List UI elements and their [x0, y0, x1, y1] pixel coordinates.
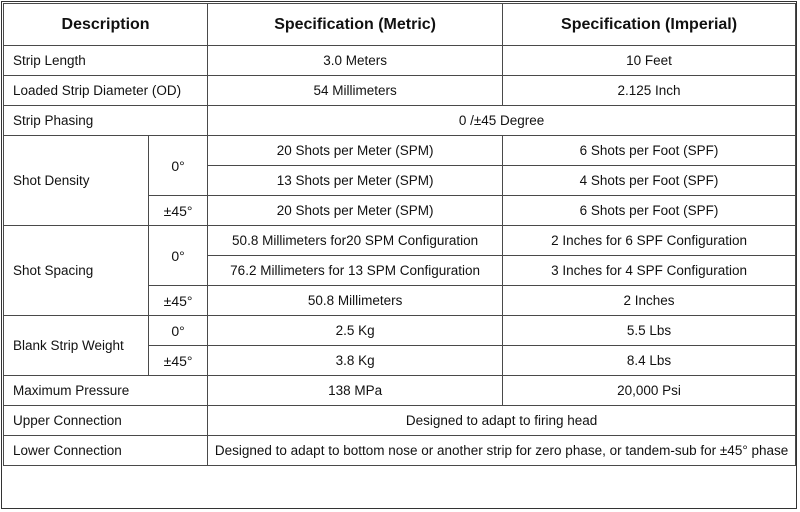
table-frame — [1, 1, 797, 509]
header-row — [4, 4, 796, 46]
metric-cell: 3.0 Meters — [208, 46, 503, 76]
phase-cell: ±45° — [149, 196, 208, 226]
metric-cell: 20 Shots per Meter (SPM) — [208, 136, 503, 166]
table-row — [4, 316, 796, 346]
table-row — [4, 106, 796, 136]
imperial-cell: 2 Inches — [503, 286, 796, 316]
table-row — [4, 406, 796, 436]
merged-value-cell: 0 /±45 Degree — [208, 106, 796, 136]
row-label: Loaded Strip Diameter (OD) — [4, 76, 208, 106]
header-metric: Specification (Metric) — [208, 4, 503, 46]
metric-cell: 2.5 Kg — [208, 316, 503, 346]
table-row — [4, 76, 796, 106]
imperial-cell: 10 Feet — [503, 46, 796, 76]
row-label: Upper Connection — [4, 406, 208, 436]
imperial-cell: 3 Inches for 4 SPF Configuration — [503, 256, 796, 286]
imperial-cell: 4 Shots per Foot (SPF) — [503, 166, 796, 196]
row-label: Strip Length — [4, 46, 208, 76]
metric-cell: 50.8 Millimeters — [208, 286, 503, 316]
table-row — [4, 436, 796, 466]
table-row — [4, 46, 796, 76]
metric-cell: 3.8 Kg — [208, 346, 503, 376]
metric-cell: 76.2 Millimeters for 13 SPM Configuration — [208, 256, 503, 286]
phase-cell: ±45° — [149, 286, 208, 316]
imperial-cell: 2 Inches for 6 SPF Configuration — [503, 226, 796, 256]
row-label: Blank Strip Weight — [4, 316, 149, 376]
imperial-cell: 6 Shots per Foot (SPF) — [503, 196, 796, 226]
merged-value-cell: Designed to adapt to firing head — [208, 406, 796, 436]
phase-cell: 0° — [149, 316, 208, 346]
row-label: Maximum Pressure — [4, 376, 208, 406]
table-row — [4, 376, 796, 406]
table-row — [4, 136, 796, 166]
imperial-cell: 2.125 Inch — [503, 76, 796, 106]
metric-cell: 50.8 Millimeters for20 SPM Configuration — [208, 226, 503, 256]
table-row — [4, 226, 796, 256]
metric-cell: 13 Shots per Meter (SPM) — [208, 166, 503, 196]
row-label: Lower Connection — [4, 436, 208, 466]
phase-cell: 0° — [149, 136, 208, 196]
header-imperial: Specification (Imperial) — [503, 4, 796, 46]
header-description: Description — [4, 4, 208, 46]
imperial-cell: 8.4 Lbs — [503, 346, 796, 376]
row-label: Shot Density — [4, 136, 149, 226]
phase-cell: 0° — [149, 226, 208, 286]
imperial-cell: 6 Shots per Foot (SPF) — [503, 136, 796, 166]
phase-cell: ±45° — [149, 346, 208, 376]
row-label: Shot Spacing — [4, 226, 149, 316]
metric-cell: 20 Shots per Meter (SPM) — [208, 196, 503, 226]
merged-value-cell: Designed to adapt to bottom nose or another strip for zero phase, or tandem-sub for ±45° phase — [208, 436, 796, 466]
imperial-cell: 5.5 Lbs — [503, 316, 796, 346]
metric-cell: 138 MPa — [208, 376, 503, 406]
imperial-cell: 20,000 Psi — [503, 376, 796, 406]
metric-cell: 54 Millimeters — [208, 76, 503, 106]
row-label: Strip Phasing — [4, 106, 208, 136]
specification-table — [3, 3, 796, 466]
